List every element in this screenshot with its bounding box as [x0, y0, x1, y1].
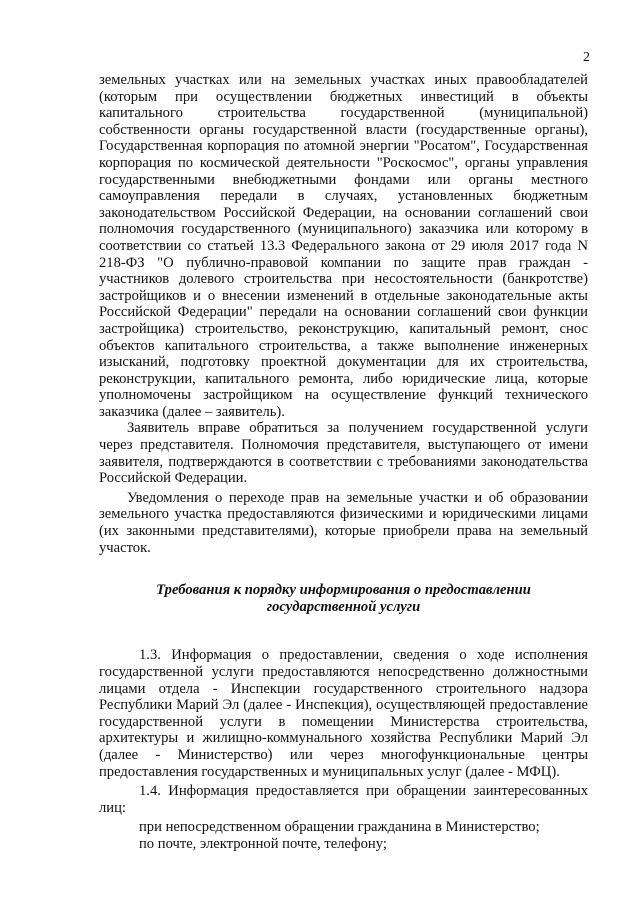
list-item: при непосредственном обращении гражданина в Министерство; [139, 819, 540, 836]
section-heading-line-1: Требования к порядку информирования о предоставлении [156, 582, 531, 599]
paragraph-1-3: 1.3. Информация о предоставлении, сведения о ходе исполнения государственной услуги предоставляются непосредственно должностными лицами отдела - Инспекции государственного строительного надзора Республики Марий Эл (далее - Инспекция), осуществляющей предоставление государственной услуги в помещении Министерства строительства, архитектуры и жилищно-коммунального хозяйства Республики Марий Эл (далее - Министерство) или через многофункциональные центры предоставления государственных и муниципальных услуг (далее - МФЦ). [99, 647, 588, 780]
document-body [99, 72, 588, 853]
paragraph-notifications: Уведомления о переходе прав на земельные участки и об образовании земельного участка предоставляются физическими и юридическими лицами (их законными представителями), которые приобрели права на земельный участок. [99, 489, 588, 556]
list-item: по почте, электронной почте, телефону; [139, 835, 387, 852]
section-heading-line-2: государственной услуги [266, 598, 421, 615]
page-number: 2 [583, 50, 590, 65]
paragraph-applicants: земельных участках или на земельных участках иных правообладателей (которым при осуществлении бюджетных инвестиций в объекты капитального строительства государственной (муниципальной) собственности органы государственной власти (государственные органы), Государственная корпорация по атомной энергии "Росатом", Государственная корпорация по космической деятельности "Роскосмос", органы управления государственными внебюджетными фондами или органы местного самоуправления передали в случаях, установленных бюджетным законодательством Российской Федерации, на основании соглашений свои полномочия государственного (муниципального) заказчика или которому в соответствии со статьей 13.3 Федерального закона от 29 июля 2017 года N 218-ФЗ "О публично-правовой компании по защите прав граждан - участников долевого строительства при несостоятельности (банкротстве) застройщиков и о внесении изменений в отдельные законодательные акты Российской Федерации" передали на основании соглашений свои функции застройщика) строительство, реконструкцию, капитальный ремонт, снос объектов капитального строительства, а также выполнение инженерных изысканий, подготовку проектной документации для их строительства, реконструкции, капитального ремонта, либо юридические лица, которые уполномочены застройщиком на осуществление функций технического заказчика (далее – заявитель). [99, 72, 588, 420]
paragraph-1-4: 1.4. Информация предоставляется при обращении заинтересованных лиц: [99, 783, 588, 816]
paragraph-representative: Заявитель вправе обратиться за получением государственной услуги через представителя. Полномочия представителя, выступающего от имени заявителя, подтверждаются в соответствии с требованиями законодательства Российской Федерации. [99, 420, 588, 487]
section-heading [99, 582, 588, 615]
